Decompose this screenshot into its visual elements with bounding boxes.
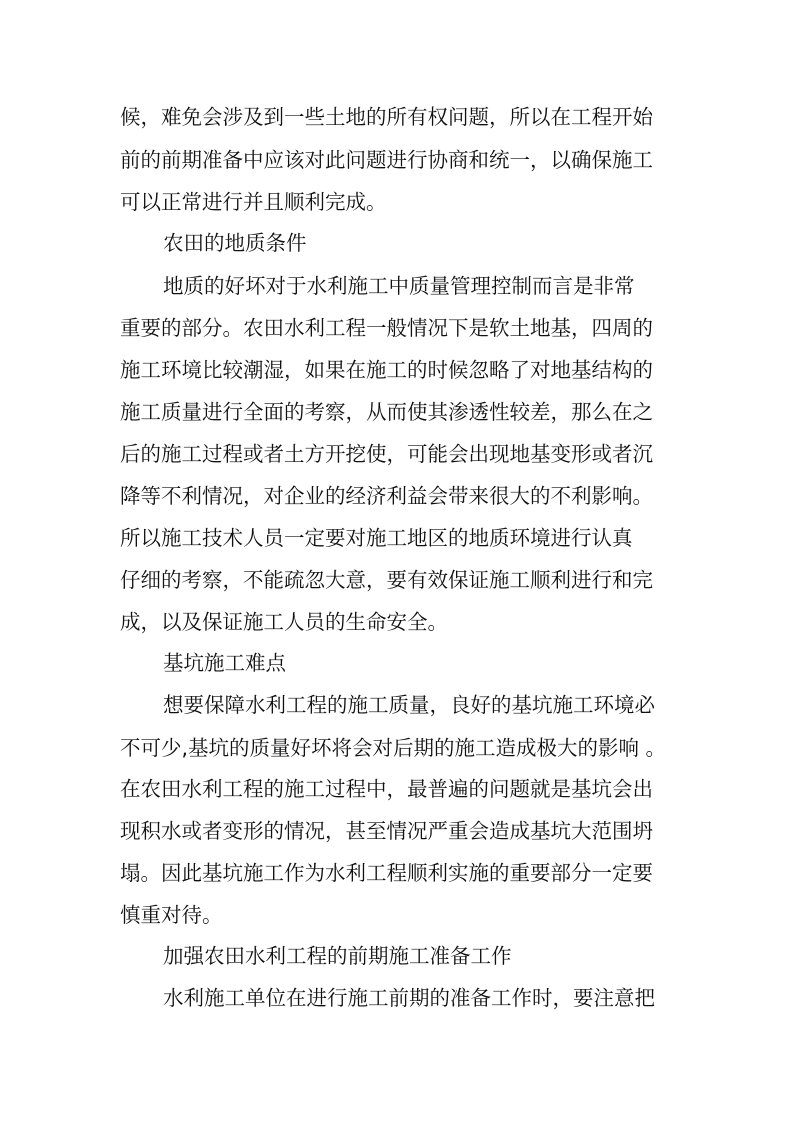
text-line: 可以正常进行并且顺利完成。 xyxy=(120,190,387,214)
text-line: 降等不利情况，对企业的经济利益会带来很大的不利影响。 xyxy=(120,484,653,508)
paragraph-first-line: 水利施工单位在进行施工前期的准备工作时，要注意把 xyxy=(163,986,655,1010)
text-line: 重要的部分。农田水利工程一般情况下是软土地基，四周的 xyxy=(120,316,653,340)
text-line: 后的施工过程或者土方开挖使，可能会出现地基变形或者沉 xyxy=(120,442,653,466)
text-line: 不可少,基坑的质量好坏将会对后期的施工造成极大的影响 。 xyxy=(120,736,667,760)
text-line: 施工质量进行全面的考察，从而使其渗透性较差，那么在之 xyxy=(120,400,653,424)
section-heading: 基坑施工难点 xyxy=(163,651,286,675)
text-line: 在农田水利工程的施工过程中，最普遍的问题就是基坑会出 xyxy=(120,777,653,801)
paragraph-first-line: 地质的好坏对于水利施工中质量管理控制而言是非常 xyxy=(163,274,635,298)
section-heading: 加强农田水利工程的前期施工准备工作 xyxy=(163,944,512,968)
text-line: 成，以及保证施工人员的生命安全。 xyxy=(120,610,448,634)
paragraph-first-line: 想要保障水利工程的施工质量，良好的基坑施工环境必 xyxy=(163,693,655,717)
text-line: 塌。因此基坑施工作为水利工程顺利实施的重要部分一定要 xyxy=(120,861,653,885)
text-line: 候，难免会涉及到一些土地的所有权问题，所以在工程开始 xyxy=(120,105,653,129)
text-line: 慎重对待。 xyxy=(120,903,223,927)
text-line: 仔细的考察，不能疏忽大意，要有效保证施工顺利进行和完 xyxy=(120,568,653,592)
text-line: 施工环境比较潮湿，如果在施工的时候忽略了对地基结构的 xyxy=(120,358,653,382)
text-line: 现积水或者变形的情况，甚至情况严重会造成基坑大范围坍 xyxy=(120,819,653,843)
text-line: 前的前期准备中应该对此问题进行协商和统一，以确保施工 xyxy=(120,148,653,172)
section-heading: 农田的地质条件 xyxy=(163,231,307,255)
text-line: 所以施工技术人员一定要对施工地区的地质环境进行认真 xyxy=(120,526,633,550)
